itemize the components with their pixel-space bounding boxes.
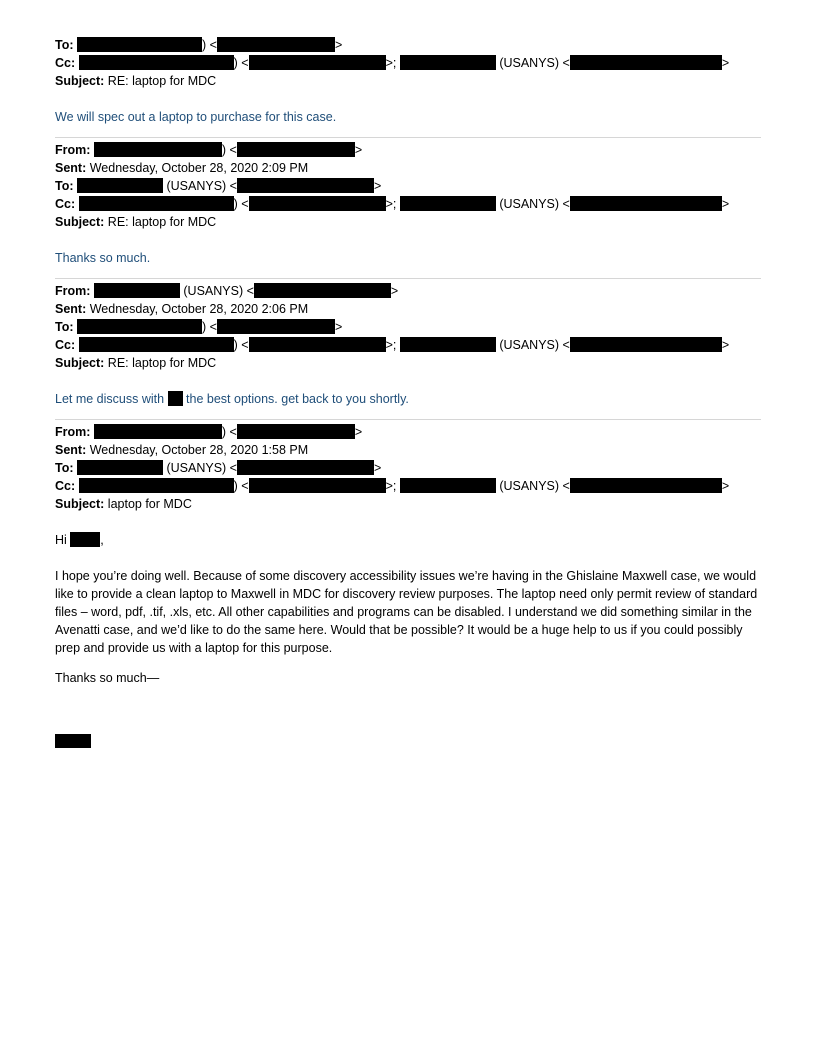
redaction xyxy=(94,424,222,439)
message-3-body: I hope you’re doing well. Because of some discovery accessibility issues we’re having in the Ghislaine Maxwell case, we would like to provide a clean laptop to Maxwell in MDC for discovery review purposes. The laptop need only permit review of standard files – word, pdf, .tif, .xls, etc. All other capabilities and programs can be disabled. I understand we did something similar in the Avenatti case, and we’d like to do the same here. Would that be possible? It would be a huge help to us if you could possibly prep and provide us with a laptop for this purpose. xyxy=(55,569,758,655)
signature xyxy=(55,734,761,748)
redaction xyxy=(217,319,335,334)
to-label: To: xyxy=(55,38,74,52)
subject-label: Subject: xyxy=(55,215,105,229)
redaction xyxy=(249,55,386,70)
redaction xyxy=(94,142,222,157)
sent-label: Sent: xyxy=(55,161,87,175)
cc-line: Cc: ) < >; (USANYS) < > xyxy=(55,479,730,493)
redaction xyxy=(400,55,496,70)
redaction xyxy=(400,337,496,352)
to-label: To: xyxy=(55,461,74,475)
redaction xyxy=(249,196,386,211)
redaction xyxy=(77,460,163,475)
subject-value: RE: laptop for MDC xyxy=(107,356,217,370)
redaction xyxy=(254,283,391,298)
redaction xyxy=(237,460,374,475)
to-label: To: xyxy=(55,179,74,193)
redaction xyxy=(79,478,234,493)
subject-line xyxy=(55,213,761,231)
message-0-body: We will spec out a laptop to purchase for this case. xyxy=(55,110,337,124)
sent-label: Sent: xyxy=(55,302,87,316)
subject-value: RE: laptop for MDC xyxy=(107,74,217,88)
redaction xyxy=(77,37,202,52)
redaction xyxy=(55,734,91,748)
sent-value: Wednesday, October 28, 2020 2:09 PM xyxy=(89,161,309,175)
redaction xyxy=(570,196,722,211)
cc-label: Cc: xyxy=(55,479,76,493)
redaction xyxy=(79,55,234,70)
redaction xyxy=(570,478,722,493)
message-2-header xyxy=(55,282,761,372)
cc-line: Cc: ) < >; (USANYS) < > xyxy=(55,338,730,352)
greeting: Hi , xyxy=(55,533,104,547)
redaction xyxy=(70,532,100,547)
redaction xyxy=(400,196,496,211)
to-line: To: (USANYS) < > xyxy=(55,179,382,193)
email-thread xyxy=(55,36,761,748)
subject-label: Subject: xyxy=(55,497,105,511)
message-3-header xyxy=(55,423,761,513)
closing: Thanks so much— xyxy=(55,671,160,685)
redaction xyxy=(249,478,386,493)
message-1-header xyxy=(55,141,761,231)
redaction xyxy=(249,337,386,352)
redaction xyxy=(570,337,722,352)
sent-value: Wednesday, October 28, 2020 2:06 PM xyxy=(89,302,309,316)
from-label: From: xyxy=(55,143,91,157)
from-line: From: ) < > xyxy=(55,425,363,439)
redaction xyxy=(570,55,722,70)
message-0-header xyxy=(55,36,761,90)
sent-label: Sent: xyxy=(55,443,87,457)
redaction xyxy=(94,283,180,298)
from-line: From: (USANYS) < > xyxy=(55,284,399,298)
subject-value: RE: laptop for MDC xyxy=(107,215,217,229)
message-1-body: Thanks so much. xyxy=(55,251,151,265)
subject-line xyxy=(55,72,761,90)
from-label: From: xyxy=(55,284,91,298)
sent-line xyxy=(55,300,761,318)
sent-line xyxy=(55,159,761,177)
redaction xyxy=(217,37,335,52)
subject-line xyxy=(55,354,761,372)
redaction xyxy=(168,391,183,406)
redaction xyxy=(79,196,234,211)
cc-label: Cc: xyxy=(55,197,76,211)
redaction xyxy=(237,178,374,193)
cc-label: Cc: xyxy=(55,338,76,352)
cc-line: Cc: ) < >; (USANYS) < > xyxy=(55,56,730,70)
subject-value: laptop for MDC xyxy=(107,497,192,511)
to-label: To: xyxy=(55,320,74,334)
sent-value: Wednesday, October 28, 2020 1:58 PM xyxy=(89,443,309,457)
subject-label: Subject: xyxy=(55,74,105,88)
sent-line xyxy=(55,441,761,459)
redaction xyxy=(77,319,202,334)
redaction xyxy=(237,142,355,157)
subject-line xyxy=(55,495,761,513)
message-2-body: Let me discuss with the best options. get back to you shortly. xyxy=(55,392,409,406)
redaction xyxy=(77,178,163,193)
cc-line: Cc: ) < >; (USANYS) < > xyxy=(55,197,730,211)
cc-label: Cc: xyxy=(55,56,76,70)
redaction xyxy=(237,424,355,439)
subject-label: Subject: xyxy=(55,356,105,370)
redaction xyxy=(79,337,234,352)
to-line: To: ) < > xyxy=(55,320,343,334)
to-line: To: (USANYS) < > xyxy=(55,461,382,475)
to-line: To: ) < > xyxy=(55,38,343,52)
redaction xyxy=(400,478,496,493)
from-line: From: ) < > xyxy=(55,143,363,157)
from-label: From: xyxy=(55,425,91,439)
